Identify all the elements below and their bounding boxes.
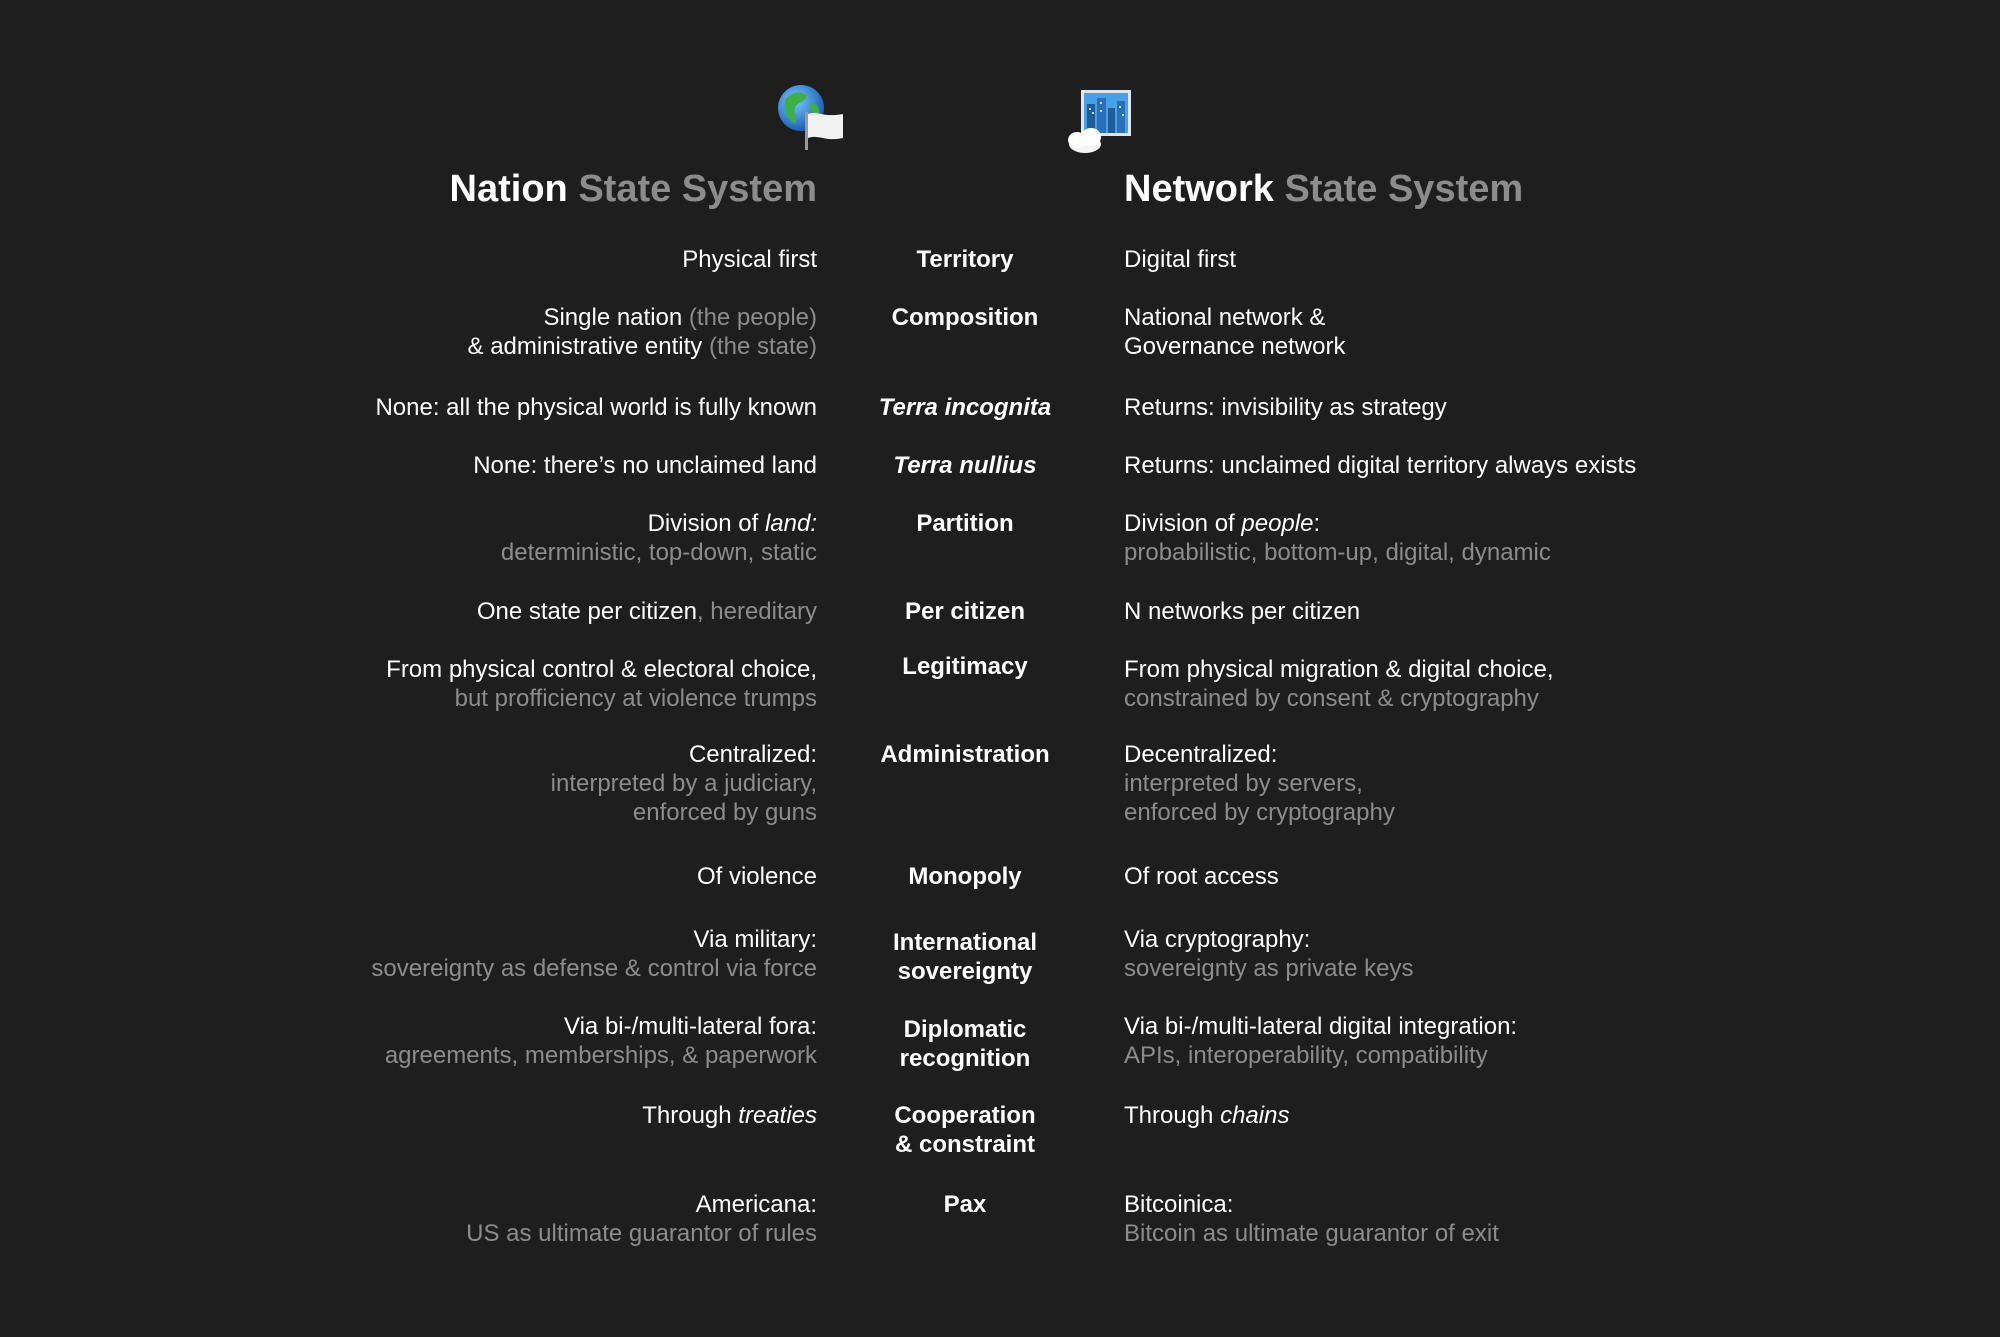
network-cell: Returns: invisibility as strategy — [1124, 394, 1447, 421]
nation-cell: Via military: sovereignty as defense & control via force — [371, 926, 817, 982]
network-cell: Returns: unclaimed digital territory always exists — [1124, 452, 1637, 479]
nation-cell: Centralized: interpreted by a judiciary, enforced by guns — [550, 741, 817, 826]
nation-state-system-heading: Nation State System — [449, 168, 817, 210]
network-cell: Decentralized: interpreted by servers, enforced by cryptography — [1124, 741, 1395, 826]
nation-cell: One state per citizen, hereditary — [476, 598, 817, 625]
network-state-system-heading: Network State System — [1124, 168, 1524, 210]
category-label: Composition — [891, 304, 1039, 331]
network-cell: From physical migration & digital choice, constrained by consent & cryptography — [1124, 656, 1554, 712]
cloud-city-icon — [1065, 88, 1135, 156]
category-label: Partition — [916, 510, 1014, 537]
category-label: Territory — [916, 246, 1014, 273]
nation-cell: None: all the physical world is fully known — [375, 394, 817, 421]
network-cell: Digital first — [1124, 246, 1237, 273]
nation-cell: Physical first — [682, 246, 817, 273]
nation-cell: From physical control & electoral choice, but profficiency at violence trumps — [386, 656, 817, 712]
network-cell: N networks per citizen — [1124, 598, 1361, 625]
category-label: Administration — [880, 741, 1050, 768]
network-cell: Via bi-/multi-lateral digital integration: APIs, interoperability, compatibility — [1124, 1013, 1518, 1069]
network-cell: National network & Governance network — [1124, 304, 1346, 360]
nation-cell: Americana: US as ultimate guarantor of rules — [466, 1191, 817, 1247]
category-label: International sovereignty — [892, 929, 1037, 985]
category-label: Per citizen — [904, 598, 1026, 625]
nation-cell: None: there’s no unclaimed land — [473, 452, 817, 479]
network-cell: Division of people: probabilistic, bottom-up, digital, dynamic — [1124, 510, 1551, 566]
nation-cell: Division of land: deterministic, top-down, static — [500, 510, 817, 566]
network-cell: Bitcoinica: Bitcoin as ultimate guarantor of exit — [1124, 1191, 1499, 1247]
category-label: Terra nullius — [893, 452, 1037, 479]
category-label: Monopoly — [908, 863, 1022, 890]
nation-cell: Via bi-/multi-lateral fora: agreements, memberships, & paperwork — [384, 1013, 817, 1069]
network-cell: Through chains — [1124, 1102, 1290, 1129]
category-label: Terra incognita — [878, 394, 1052, 421]
category-label: Legitimacy — [902, 653, 1028, 680]
network-cell: Of root access — [1124, 863, 1279, 890]
nation-cell: Of violence — [696, 863, 817, 890]
nation-cell: Through treaties — [642, 1102, 817, 1129]
category-label: Diplomatic recognition — [899, 1016, 1031, 1072]
category-label: Cooperation & constraint — [894, 1102, 1036, 1158]
category-label: Pax — [943, 1191, 987, 1218]
globe-with-flag-icon — [775, 82, 847, 154]
nation-cell: Single nation (the people) & administrative entity (the state) — [467, 304, 817, 360]
network-cell: Via cryptography: sovereignty as private keys — [1124, 926, 1414, 982]
